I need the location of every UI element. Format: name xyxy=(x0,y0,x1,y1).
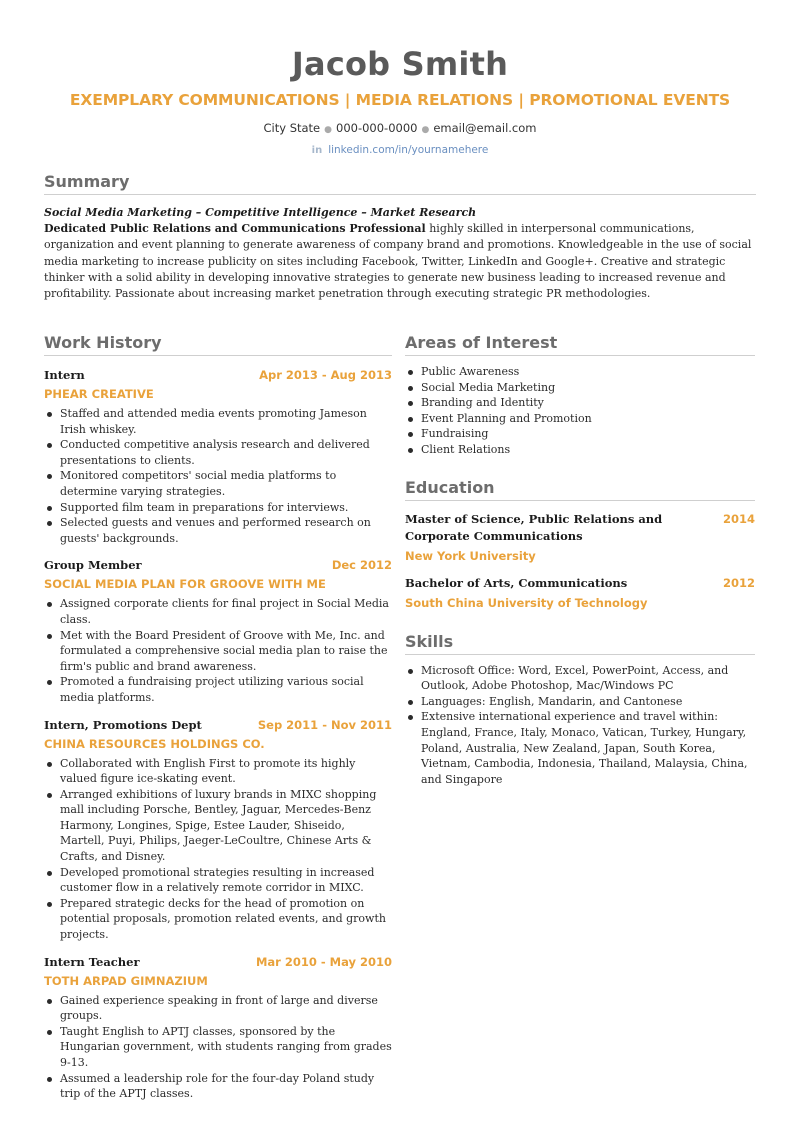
education-entry xyxy=(405,575,755,612)
separator-dot-icon: ● xyxy=(421,125,430,135)
list-item: Collaborated with English First to promote its highly valued figure ice-skating event. xyxy=(44,756,392,787)
list-item: Selected guests and venues and performed research on guests' backgrounds. xyxy=(44,515,392,546)
list-item: Client Relations xyxy=(405,442,755,458)
list-item: Developed promotional strategies resulting in increased customer flow in a relatively remote corridor in MIXC. xyxy=(44,865,392,896)
resume-header xyxy=(0,0,800,158)
email-link[interactable]: email@email.com xyxy=(433,121,537,135)
job-company: CHINA RESOURCES HOLDINGS CO. xyxy=(44,736,265,751)
education-school: South China University of Technology xyxy=(405,595,648,610)
candidate-name: Jacob Smith xyxy=(291,45,509,83)
education-school: New York University xyxy=(405,548,536,563)
education-degree: Bachelor of Arts, Communications xyxy=(405,575,628,590)
areas-of-interest-heading: Areas of Interest xyxy=(405,333,755,356)
list-item: Arranged exhibitions of luxury brands in MIXC shopping mall including Porsche, Bentley, Jaguar, Mercedes-Benz Harmony, Longines, Spige, Estee Lauder, Shiseido, Martell, Puyi, Philips, Jaeger-LeCoultre, Chinese Arts & Crafts, and Disney. xyxy=(44,787,392,865)
list-item: Assumed a leadership role for the four-day Poland study trip of the APTJ classes. xyxy=(44,1071,392,1102)
job-bullets xyxy=(44,993,392,1102)
education-year: 2012 xyxy=(722,575,755,590)
linkedin-line xyxy=(0,143,800,158)
job-bullets xyxy=(44,596,392,705)
summary-body xyxy=(44,221,756,302)
job-title: Intern xyxy=(44,368,85,382)
contact-line xyxy=(0,120,800,138)
summary-subtitle: Social Media Marketing – Competitive Intelligence – Market Research xyxy=(44,206,477,219)
list-item: Met with the Board President of Groove with Me, Inc. and formulated a comprehensive social media plan to raise the firm's public and brand awareness. xyxy=(44,628,392,675)
job-date: Sep 2011 - Nov 2011 xyxy=(257,717,392,732)
job-company: TOTH ARPAD GIMNAZIUM xyxy=(44,973,208,988)
phone-text: 000-000-0000 xyxy=(336,121,418,135)
interest-list xyxy=(405,364,755,458)
list-item: Branding and Identity xyxy=(405,395,755,411)
separator-dot-icon: ● xyxy=(324,125,332,135)
list-item: Microsoft Office: Word, Excel, PowerPoint, Access, and Outlook, Adobe Photoshop, Mac/Windows PC xyxy=(405,663,755,694)
list-item: Gained experience speaking in front of large and diverse groups. xyxy=(44,993,392,1024)
job-entry xyxy=(44,953,392,1102)
list-item: Fundraising xyxy=(405,426,755,442)
work-history-heading: Work History xyxy=(44,333,392,356)
list-item: Taught English to APTJ classes, sponsored by the Hungarian government, with students ranging from grades 9-13. xyxy=(44,1024,392,1071)
location-text: City State xyxy=(263,121,321,135)
areas-of-interest-section xyxy=(405,333,755,458)
job-date: Mar 2010 - May 2010 xyxy=(255,954,392,969)
list-item: Supported film team in preparations for interviews. xyxy=(44,500,392,516)
job-title: Intern Teacher xyxy=(44,954,140,969)
skills-list xyxy=(405,663,755,788)
summary-heading: Summary xyxy=(44,172,756,195)
job-title: Intern, Promotions Dept xyxy=(44,717,202,732)
list-item: Event Planning and Promotion xyxy=(405,411,755,427)
skills-section xyxy=(405,632,755,788)
summary-section xyxy=(44,172,756,302)
education-year: 2014 xyxy=(722,511,755,526)
right-column xyxy=(405,333,755,787)
list-item: Public Awareness xyxy=(405,364,755,380)
job-bullets xyxy=(44,756,392,943)
linkedin-icon: in xyxy=(311,145,323,156)
list-item: Monitored competitors' social media platforms to determine varying strategies. xyxy=(44,468,392,499)
list-item: Extensive international experience and travel within: England, France, Italy, Monaco, Vatican, Turkey, Hungary, Poland, Australia, New Zealand, Japan, South Korea, Vietnam, Cambodia, Indonesia, Thailand, Malaysia, China, and Singapore xyxy=(405,709,755,787)
job-entry xyxy=(44,716,392,943)
candidate-headline: EXEMPLARY COMMUNICATIONS | MEDIA RELATIONS | PROMOTIONAL EVENTS xyxy=(69,91,731,109)
job-title: Group Member xyxy=(44,558,142,573)
job-date: Dec 2012 xyxy=(331,558,392,573)
job-entry xyxy=(44,556,392,705)
list-item: Prepared strategic decks for the head of promotion on potential proposals, promotion related events, and growth projects. xyxy=(44,896,392,943)
list-item: Social Media Marketing xyxy=(405,380,755,396)
education-entry xyxy=(405,511,755,565)
summary-text: highly skilled in interpersonal communications, organization and event planning to generate awareness of company brand and promotions. Knowledgeable in the use of social media marketing to increase publicity on sites including Facebook, Twitter, LinkedIn and Google+. Creative and strategic thinker with a solid ability in developing innovative strategies to generate new business leading to increased revenue and profitability. Passionate about increasing market penetration through executing strategic PR methodologies. xyxy=(44,222,752,301)
education-section xyxy=(405,478,755,612)
education-heading: Education xyxy=(405,478,755,501)
list-item: Assigned corporate clients for final project in Social Media class. xyxy=(44,596,392,627)
job-company: SOCIAL MEDIA PLAN FOR GROOVE WITH ME xyxy=(44,577,326,592)
list-item: Promoted a fundraising project utilizing various social media platforms. xyxy=(44,674,392,705)
skills-heading: Skills xyxy=(405,632,755,655)
list-item: Languages: English, Mandarin, and Cantonese xyxy=(405,694,755,710)
job-company: PHEAR CREATIVE xyxy=(44,387,154,401)
list-item: Staffed and attended media events promoting Jameson Irish whiskey. xyxy=(44,406,392,437)
left-column xyxy=(44,333,392,1102)
job-entry xyxy=(44,366,392,546)
summary-lead: Dedicated Public Relations and Communications Professional xyxy=(44,222,426,235)
list-item: Conducted competitive analysis research and delivered presentations to clients. xyxy=(44,437,392,468)
job-date: Apr 2013 - Aug 2013 xyxy=(259,368,392,382)
linkedin-link[interactable]: linkedin.com/in/yournamehere xyxy=(328,144,489,156)
job-bullets xyxy=(44,406,392,546)
education-degree: Master of Science, Public Relations and Corporate Communications xyxy=(405,511,663,543)
